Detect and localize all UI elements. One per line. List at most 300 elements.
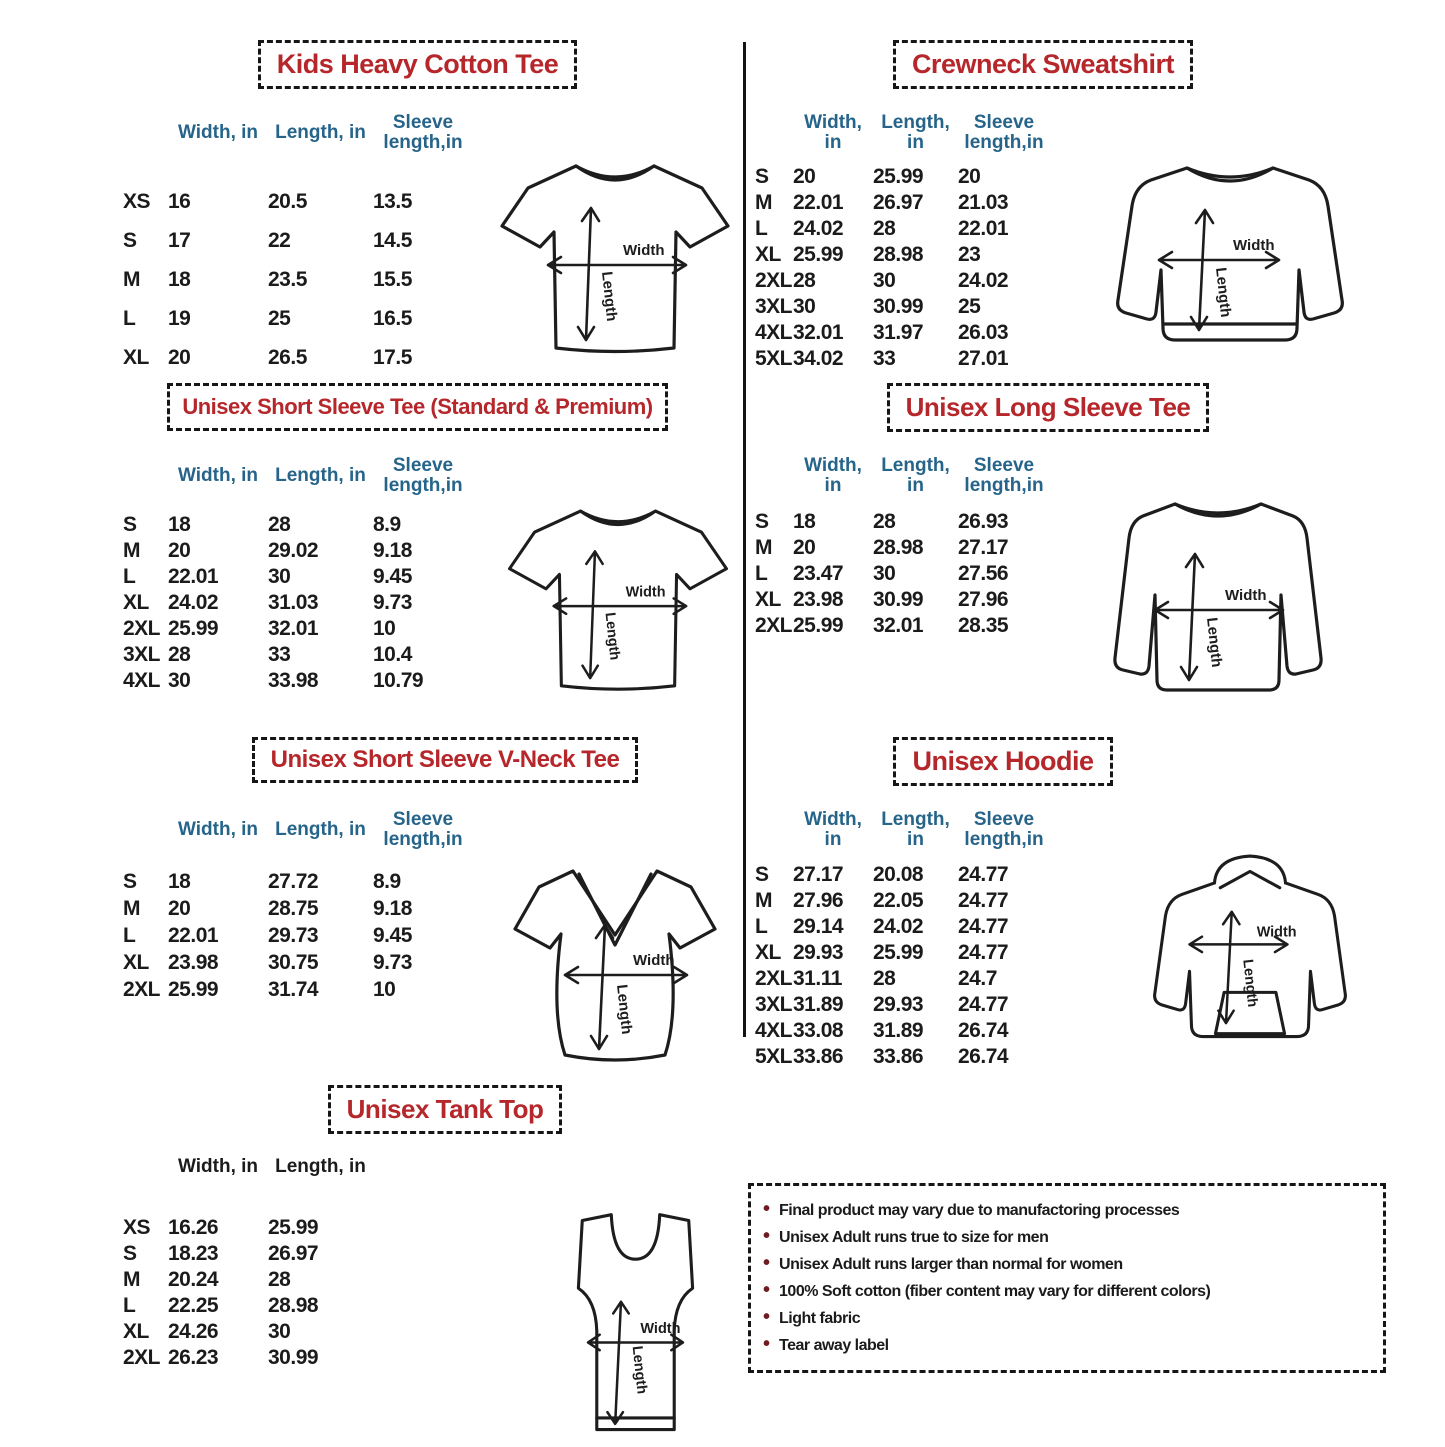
measurement-value: 28.98	[873, 243, 924, 266]
section-title: Unisex Short Sleeve Tee (Standard & Premium)	[167, 383, 667, 431]
measurement-value: 34.02	[793, 347, 844, 370]
measurement-value: 20	[168, 896, 191, 920]
column-header-sleeve: Sleeve length,in	[964, 455, 1044, 496]
size-label: XS	[123, 189, 151, 213]
size-label: M	[123, 267, 140, 291]
note-text: Light fabric	[779, 1310, 861, 1327]
size-label: 2XL	[755, 614, 793, 637]
measurement-value: 25.99	[268, 1216, 319, 1239]
size-row	[123, 564, 483, 590]
column-header-sleeve: Sleeve length,in	[964, 809, 1044, 850]
size-row	[755, 294, 1055, 320]
measurement-value: 26.97	[268, 1242, 319, 1265]
note-item	[763, 1333, 1375, 1360]
measurement-value: 28.98	[873, 536, 924, 559]
size-label: M	[123, 896, 140, 920]
size-row	[755, 1018, 1055, 1044]
measurement-value: 32.01	[873, 614, 924, 637]
measurement-value: 9.45	[373, 565, 412, 588]
measurement-value: 26.74	[958, 1045, 1009, 1068]
measurement-value: 30.99	[873, 295, 924, 318]
measurement-value: 16	[168, 189, 191, 213]
size-row	[755, 535, 1055, 561]
measurement-value: 24.02	[873, 915, 924, 938]
measurement-value: 23.5	[268, 267, 307, 291]
measurement-value: 16.26	[168, 1216, 219, 1239]
measurement-value: 28	[268, 1268, 291, 1291]
width-arrow-icon	[565, 967, 687, 983]
size-row	[123, 538, 483, 564]
width-label: Width	[640, 1320, 681, 1337]
size-row	[123, 642, 483, 668]
size-table	[755, 509, 1055, 639]
measurement-value: 28.75	[268, 896, 319, 920]
measurement-value: 24.7	[958, 967, 997, 990]
measurement-value: 31.97	[873, 321, 924, 344]
hood-outline	[1214, 856, 1285, 883]
size-row	[755, 320, 1055, 346]
measurement-value: 27.72	[268, 869, 319, 893]
measurement-value: 31.11	[793, 967, 842, 990]
size-table	[123, 512, 483, 694]
size-label: M	[755, 191, 772, 214]
measurement-value: 27.96	[958, 588, 1009, 611]
measurement-value: 31.03	[268, 591, 319, 614]
measurement-value: 18	[168, 267, 191, 291]
section-title: Crewneck Sweatshirt	[893, 40, 1193, 89]
size-table	[123, 1215, 483, 1371]
size-row	[755, 164, 1055, 190]
size-label: L	[755, 915, 768, 938]
table-header-row	[123, 98, 473, 168]
size-row	[123, 512, 483, 538]
size-label: XL	[755, 588, 781, 611]
measurement-value: 22.01	[168, 923, 219, 947]
column-header-width: Width, in	[177, 819, 259, 840]
hood-opening	[1220, 871, 1280, 887]
size-row	[123, 868, 483, 895]
note-text: Tear away label	[779, 1337, 889, 1354]
size-row	[755, 190, 1055, 216]
measurement-value: 24.02	[168, 591, 219, 614]
column-header-length: Length, in	[881, 455, 950, 496]
section-unisex-tank-top	[95, 1085, 740, 1445]
section-unisex-v-neck-tee	[95, 737, 740, 1082]
size-label: 2XL	[123, 977, 161, 1001]
measurement-value: 22.01	[168, 565, 219, 588]
garment-outline	[502, 166, 728, 352]
section-crewneck-sweatshirt	[748, 40, 1445, 380]
column-divider-line	[743, 42, 746, 1037]
length-arrow-icon	[1191, 210, 1213, 330]
measurement-value: 20	[168, 539, 191, 562]
measurement-value: 31.74	[268, 977, 319, 1001]
column-header-width: Width, in	[804, 112, 862, 153]
width-label: Width	[1233, 237, 1275, 254]
size-row	[755, 587, 1055, 613]
tank-top-diagram	[543, 1205, 728, 1447]
tee-diagram	[490, 148, 740, 363]
size-row	[755, 940, 1055, 966]
section-kids-heavy-cotton-tee	[95, 40, 740, 380]
note-item	[763, 1306, 1375, 1333]
measurement-value: 33.98	[268, 669, 319, 692]
size-label: S	[123, 1242, 137, 1265]
size-row	[755, 613, 1055, 639]
size-row	[755, 992, 1055, 1018]
measurement-value: 33	[873, 347, 896, 370]
size-row	[123, 976, 483, 1003]
measurement-value: 9.18	[373, 539, 412, 562]
section-unisex-hoodie	[748, 737, 1445, 1082]
measurement-value: 25.99	[873, 941, 924, 964]
size-label: XL	[755, 243, 781, 266]
measurement-value: 30	[873, 269, 896, 292]
size-row	[123, 1345, 483, 1371]
width-label: Width	[1256, 924, 1297, 941]
size-row	[755, 346, 1055, 372]
note-text: Unisex Adult runs true to size for men	[779, 1229, 1049, 1246]
measurement-value: 24.77	[958, 863, 1009, 886]
column-header-width: Width, in	[804, 809, 862, 850]
measurement-value: 26.23	[168, 1346, 219, 1369]
measurement-value: 25	[268, 306, 291, 330]
measurement-value: 28	[168, 643, 191, 666]
size-label: XL	[123, 950, 149, 974]
length-label: Length	[1203, 616, 1226, 669]
note-item	[763, 1252, 1375, 1279]
size-label: XL	[123, 345, 149, 369]
size-row	[755, 862, 1055, 888]
size-label: M	[755, 536, 772, 559]
size-label: 2XL	[123, 1346, 161, 1369]
measurement-value: 22.25	[168, 1294, 219, 1317]
note-text: Final product may vary due to manufactoring processes	[779, 1202, 1180, 1219]
column-header-sleeve: Sleeve length,in	[964, 112, 1044, 153]
measurement-value: 20.08	[873, 863, 924, 886]
width-arrow-icon	[1155, 602, 1283, 618]
size-row	[123, 616, 483, 642]
bullet-icon: •	[763, 1279, 771, 1301]
bullet-icon: •	[763, 1252, 771, 1274]
measurement-value: 29.93	[793, 941, 844, 964]
measurement-value: 9.45	[373, 923, 412, 947]
length-label: Length	[1212, 266, 1235, 319]
bullet-icon: •	[763, 1225, 771, 1247]
measurement-value: 24.02	[793, 217, 844, 240]
measurement-value: 10	[373, 617, 396, 640]
sweatshirt-diagram	[1095, 152, 1365, 367]
measurement-value: 27.01	[958, 347, 1009, 370]
column-header-width: Width, in	[177, 465, 259, 486]
section-title: Unisex Short Sleeve V-Neck Tee	[252, 737, 639, 783]
size-row	[123, 668, 483, 694]
measurement-value: 10.79	[373, 669, 424, 692]
length-label: Length	[628, 1345, 650, 1395]
length-arrow-icon	[591, 925, 613, 1049]
size-row	[755, 509, 1055, 535]
size-row	[123, 1319, 483, 1345]
measurement-value: 20	[958, 165, 981, 188]
measurement-value: 32.01	[268, 617, 319, 640]
measurement-value: 23.98	[168, 950, 219, 974]
measurement-value: 15.5	[373, 267, 412, 291]
measurement-value: 24.77	[958, 889, 1009, 912]
length-arrow-icon	[607, 1302, 628, 1424]
garment-outline	[515, 871, 715, 1060]
size-label: XS	[123, 1216, 151, 1239]
width-arrow-icon	[548, 257, 686, 273]
length-label: Length	[598, 270, 621, 323]
section-title: Unisex Long Sleeve Tee	[887, 383, 1210, 432]
size-label: 4XL	[755, 1019, 793, 1042]
size-label: L	[123, 565, 136, 588]
garment-outline	[510, 511, 727, 689]
measurement-value: 31.89	[793, 993, 844, 1016]
measurement-value: 33.08	[793, 1019, 844, 1042]
size-row	[123, 590, 483, 616]
measurement-value: 30	[268, 1320, 291, 1343]
column-header-width: Width, in	[804, 455, 862, 496]
length-arrow-icon	[578, 208, 599, 340]
size-row	[755, 914, 1055, 940]
measurement-value: 26.93	[958, 510, 1009, 533]
size-row	[123, 1293, 483, 1319]
measurement-value: 30	[873, 562, 896, 585]
measurement-value: 33	[268, 643, 291, 666]
table-header-row	[123, 1150, 473, 1184]
bullet-icon: •	[763, 1333, 771, 1355]
size-label: S	[755, 863, 769, 886]
measurement-value: 29.73	[268, 923, 319, 947]
section-title: Kids Heavy Cotton Tee	[258, 40, 578, 89]
column-header-width: Width, in	[177, 1156, 259, 1177]
measurement-value: 24.26	[168, 1320, 219, 1343]
bullet-icon: •	[763, 1306, 771, 1328]
column-header-length: Length, in	[881, 809, 950, 850]
v-neck-diagram	[503, 853, 728, 1073]
size-row	[755, 561, 1055, 587]
measurement-value: 23	[958, 243, 981, 266]
length-label: Length	[601, 611, 623, 661]
size-row	[123, 1267, 483, 1293]
measurement-value: 20.5	[268, 189, 307, 213]
size-label: L	[123, 923, 136, 947]
measurement-value: 18.23	[168, 1242, 219, 1265]
column-header-length: Length, in	[275, 1156, 366, 1177]
measurement-value: 33.86	[793, 1045, 844, 1068]
measurement-value: 25.99	[873, 165, 924, 188]
note-item	[763, 1279, 1375, 1306]
measurement-value: 18	[168, 869, 191, 893]
width-arrow-icon	[554, 598, 686, 613]
measurement-value: 10.4	[373, 643, 412, 666]
measurement-value: 26.5	[268, 345, 307, 369]
size-label: 2XL	[755, 967, 793, 990]
measurement-value: 33.86	[873, 1045, 924, 1068]
section-unisex-short-sleeve-tee	[95, 383, 740, 733]
tee-diagram	[498, 492, 738, 702]
size-row	[123, 895, 483, 922]
table-header-row	[123, 441, 473, 511]
table-header-row	[755, 795, 1050, 865]
size-label: 2XL	[123, 617, 161, 640]
measurement-value: 20	[168, 345, 191, 369]
measurement-value: 25	[958, 295, 981, 318]
size-label: XL	[123, 591, 149, 614]
size-label: S	[755, 510, 769, 533]
section-title: Unisex Tank Top	[328, 1085, 563, 1134]
size-label: S	[755, 165, 769, 188]
size-row	[123, 1241, 483, 1267]
measurement-value: 22.01	[793, 191, 844, 214]
size-label: S	[123, 869, 137, 893]
size-row	[123, 182, 483, 221]
size-row	[123, 221, 483, 260]
size-table	[755, 862, 1055, 1070]
measurement-value: 32.01	[793, 321, 844, 344]
measurement-value: 9.73	[373, 591, 412, 614]
size-label: 3XL	[755, 295, 793, 318]
measurement-value: 30.99	[268, 1346, 319, 1369]
size-table	[123, 868, 483, 1003]
size-label: 5XL	[755, 1045, 793, 1068]
column-header-length: Length, in	[275, 819, 366, 840]
measurement-value: 24.77	[958, 993, 1009, 1016]
measurement-value: 26.74	[958, 1019, 1009, 1042]
measurement-value: 22.05	[873, 889, 924, 912]
size-row	[755, 966, 1055, 992]
measurement-value: 20.24	[168, 1268, 219, 1291]
length-arrow-icon	[582, 551, 602, 678]
size-label: 3XL	[123, 643, 161, 666]
measurement-value: 27.17	[793, 863, 844, 886]
size-row	[755, 1044, 1055, 1070]
measurement-value: 8.9	[373, 513, 401, 536]
measurement-value: 23.47	[793, 562, 844, 585]
width-label: Width	[633, 952, 675, 969]
measurement-value: 13.5	[373, 189, 412, 213]
size-label: L	[755, 217, 768, 240]
bullet-icon: •	[763, 1198, 771, 1220]
size-row	[123, 1215, 483, 1241]
size-row	[123, 922, 483, 949]
measurement-value: 20	[793, 536, 816, 559]
length-label: Length	[1239, 958, 1261, 1008]
column-header-length: Length, in	[275, 122, 366, 143]
table-header-row	[755, 441, 1050, 511]
measurement-value: 27.96	[793, 889, 844, 912]
measurement-value: 25.99	[168, 977, 219, 1001]
measurement-value: 29.14	[793, 915, 844, 938]
width-label: Width	[623, 242, 665, 259]
column-header-sleeve: Sleeve length,in	[383, 112, 463, 153]
measurement-value: 18	[793, 510, 816, 533]
measurement-value: 9.73	[373, 950, 412, 974]
size-label: L	[755, 562, 768, 585]
size-row	[755, 268, 1055, 294]
measurement-value: 22	[268, 228, 291, 252]
measurement-value: 16.5	[373, 306, 412, 330]
size-label: 5XL	[755, 347, 793, 370]
note-text: 100% Soft cotton (fiber content may vary for different colors)	[779, 1283, 1211, 1300]
column-header-sleeve: Sleeve length,in	[383, 809, 463, 850]
measurement-value: 30	[168, 669, 191, 692]
size-table	[123, 182, 483, 377]
measurement-value: 29.02	[268, 539, 319, 562]
width-label: Width	[625, 584, 666, 601]
size-label: XL	[123, 1320, 149, 1343]
size-label: L	[123, 1294, 136, 1317]
measurement-value: 18	[168, 513, 191, 536]
size-row	[123, 338, 483, 377]
size-label: S	[123, 228, 137, 252]
width-label: Width	[1225, 587, 1267, 604]
size-row	[755, 242, 1055, 268]
column-header-width: Width, in	[177, 122, 259, 143]
measurement-value: 20	[793, 165, 816, 188]
measurement-value: 28	[873, 510, 896, 533]
size-label: XL	[755, 941, 781, 964]
note-item	[763, 1225, 1375, 1252]
hoodie-diagram	[1130, 848, 1370, 1060]
measurement-value: 14.5	[373, 228, 412, 252]
table-header-row	[755, 98, 1050, 168]
size-row	[123, 299, 483, 338]
size-row	[123, 260, 483, 299]
length-arrow-icon	[1181, 554, 1203, 680]
measurement-value: 25.99	[168, 617, 219, 640]
measurement-value: 17	[168, 228, 191, 252]
size-row	[755, 888, 1055, 914]
measurement-value: 24.77	[958, 915, 1009, 938]
size-label: M	[755, 889, 772, 912]
long-sleeve-diagram	[1085, 490, 1355, 710]
measurement-value: 26.97	[873, 191, 924, 214]
measurement-value: 30.99	[873, 588, 924, 611]
measurement-value: 30.75	[268, 950, 319, 974]
measurement-value: 28	[268, 513, 291, 536]
measurement-value: 24.77	[958, 941, 1009, 964]
size-label: S	[123, 513, 137, 536]
size-row	[755, 216, 1055, 242]
measurement-value: 27.17	[958, 536, 1009, 559]
measurement-value: 27.56	[958, 562, 1009, 585]
measurement-value: 8.9	[373, 869, 401, 893]
measurement-value: 19	[168, 306, 191, 330]
section-title: Unisex Hoodie	[893, 737, 1112, 786]
size-label: M	[123, 1268, 140, 1291]
measurement-value: 10	[373, 977, 396, 1001]
measurement-value: 9.18	[373, 896, 412, 920]
measurement-value: 28	[793, 269, 816, 292]
measurement-value: 26.03	[958, 321, 1009, 344]
size-row	[123, 949, 483, 976]
measurement-value: 30	[793, 295, 816, 318]
size-label: 4XL	[123, 669, 161, 692]
size-table	[755, 164, 1055, 372]
section-unisex-long-sleeve-tee	[748, 383, 1445, 733]
column-header-length: Length, in	[275, 465, 366, 486]
size-label: M	[123, 539, 140, 562]
table-header-row	[123, 795, 473, 865]
measurement-value: 23.98	[793, 588, 844, 611]
note-item	[763, 1198, 1375, 1225]
measurement-value: 21.03	[958, 191, 1009, 214]
measurement-value: 31.89	[873, 1019, 924, 1042]
size-label: 3XL	[755, 993, 793, 1016]
measurement-value: 24.02	[958, 269, 1009, 292]
